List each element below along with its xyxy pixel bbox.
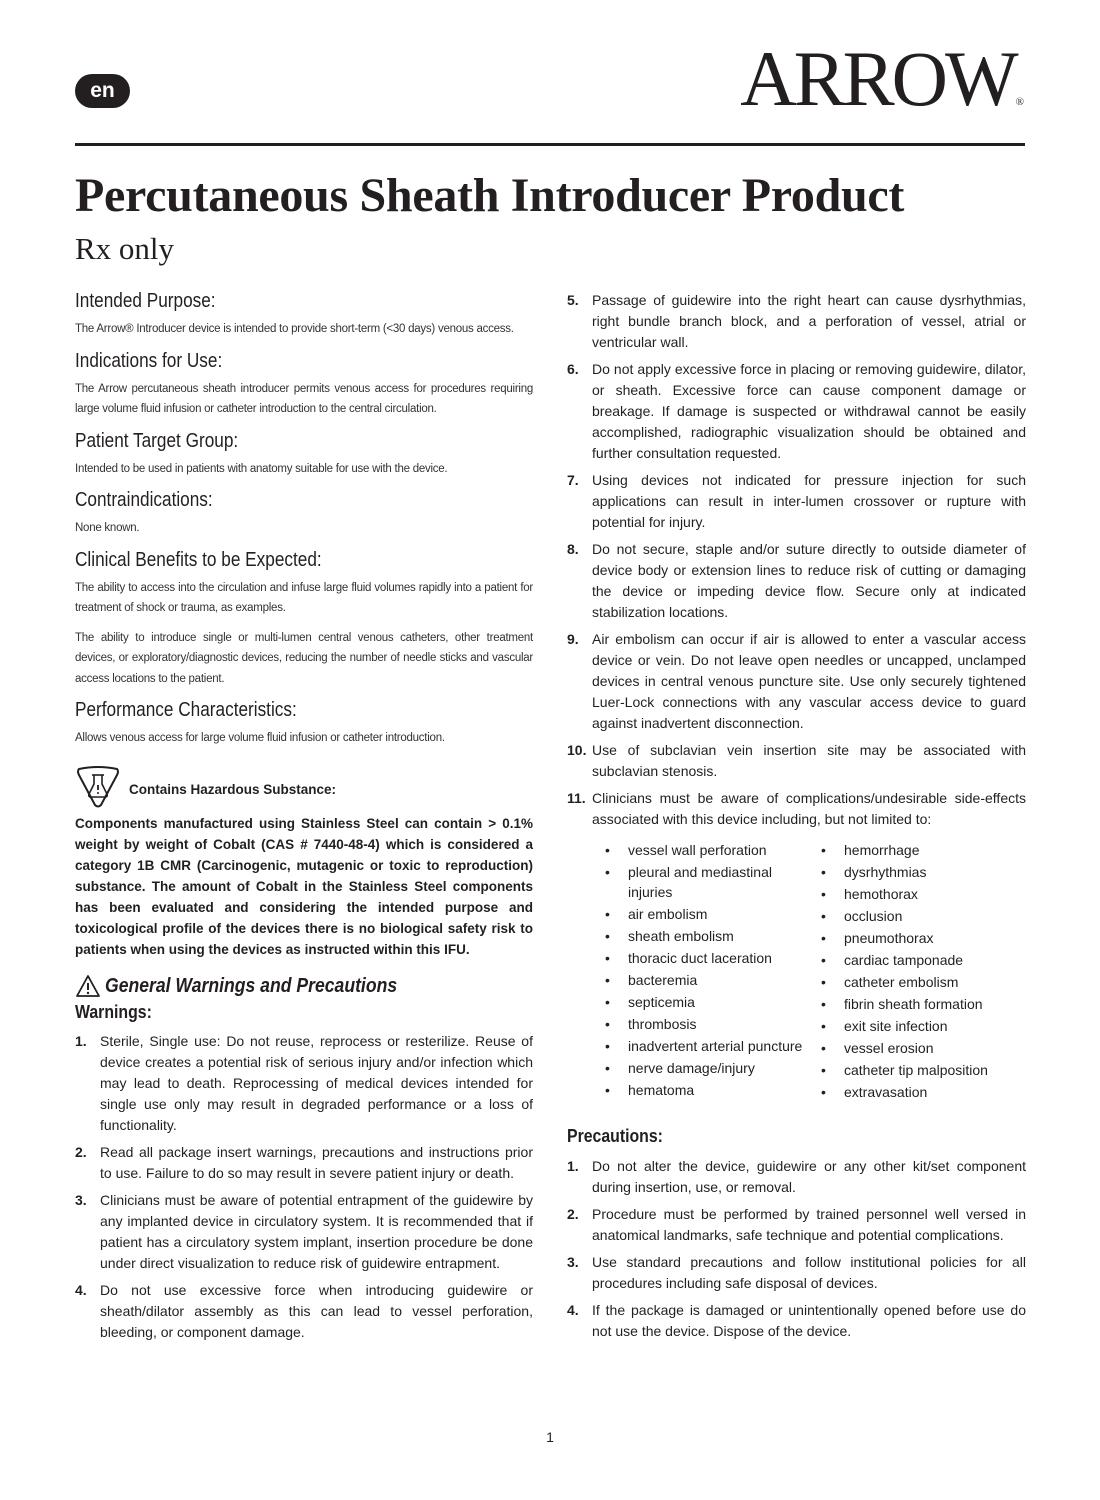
list-item — [75, 1280, 533, 1343]
list-item — [567, 788, 1026, 830]
item-text: Clinicians must be aware of complications/undesirable side-effects associated with this device including, but not limited to: — [592, 790, 1026, 827]
item-text: Passage of guidewire into the right heart can cause dysrhythmias, right bundle branch block, and a perforation of vessel, atrial or ventricular wall. — [592, 292, 1026, 350]
list-item — [567, 1204, 1026, 1246]
hazard-label: Contains Hazardous Substance: — [129, 781, 337, 797]
item-number: 6. — [567, 361, 579, 377]
general-warnings-header — [75, 974, 533, 998]
complications-column-1 — [603, 840, 819, 1104]
list-item — [75, 1031, 533, 1136]
brand-logo — [740, 35, 1024, 122]
item-text: Do not secure, staple and/or suture directly to outside diameter of device body or extension lines to reduce risk of cutting or damaging the device or impeding device flow. Secure only at indicated stabilization locations. — [592, 541, 1026, 620]
language-badge: en — [75, 74, 130, 108]
general-warnings-title: General Warnings and Precautions — [105, 974, 398, 997]
item-number: 4. — [567, 1301, 579, 1318]
item-number: 10. — [567, 742, 587, 758]
section-heading: Intended Purpose: — [75, 290, 216, 312]
section-text: None known. — [75, 522, 140, 534]
list-item — [567, 740, 1026, 782]
item-text: Use of subclavian vein insertion site may be associated with subclavian stenosis. — [592, 742, 1026, 779]
complications-column-2 — [819, 840, 988, 1104]
info-sections — [75, 289, 533, 749]
section-text: The ability to introduce single or multi-lumen central venous catheters, other treatment devices, or exploratory/diagnostic devices, reducing the number of needle sticks and vascular access locations to the patient. — [75, 631, 533, 685]
warnings-list — [75, 1031, 533, 1343]
complication-item: • exit site infection — [819, 1016, 988, 1036]
list-item — [567, 359, 1026, 464]
list-item — [567, 290, 1026, 353]
complication-item: • bacteremia — [603, 970, 819, 990]
complication-item: • occlusion — [819, 906, 988, 926]
section-heading: Patient Target Group: — [75, 429, 239, 452]
list-item — [75, 1142, 533, 1184]
item-text: If the package is damaged or unintentionally opened before use do not use the device. Dispose of the device. — [592, 1301, 1026, 1339]
warnings-heading: Warnings: — [75, 1001, 152, 1022]
left-column — [75, 289, 533, 1349]
section-text: The ability to access into the circulation and infuse large fluid volumes rapidly into a patient for treatment of shock or trauma, as examples. — [75, 581, 533, 614]
complication-item: • pneumothorax — [819, 928, 988, 948]
list-item — [567, 1252, 1026, 1294]
complication-item: • hemorrhage — [819, 840, 988, 860]
precautions-list — [567, 1156, 1026, 1342]
complication-item: • cardiac tamponade — [819, 950, 988, 970]
section-text: The Arrow® Introducer device is intended to provide short-term (<30 days) venous access. — [75, 323, 514, 335]
complication-item: • vessel wall perforation — [603, 840, 819, 860]
warnings-list-continued — [567, 290, 1026, 830]
complication-item: • nerve damage/injury — [603, 1058, 819, 1078]
item-number: 2. — [567, 1205, 579, 1222]
right-column — [567, 290, 1026, 1348]
document-subtitle: Rx only — [75, 231, 175, 266]
list-item — [567, 539, 1026, 623]
warning-triangle-icon — [75, 974, 101, 998]
complication-item: • septicemia — [603, 992, 819, 1012]
item-number: 3. — [75, 1192, 87, 1209]
item-number: 9. — [567, 631, 579, 647]
item-number: 1. — [567, 1157, 579, 1174]
registered-mark: ® — [1015, 96, 1024, 108]
item-number: 2. — [75, 1144, 87, 1161]
section-heading: Indications for Use: — [75, 349, 223, 372]
section-heading: Contraindications: — [75, 489, 213, 511]
complication-item: • catheter tip malposition — [819, 1060, 988, 1080]
item-text: Do not apply excessive force in placing or removing guidewire, dilator, or sheath. Excessive force can cause component damage or breakage. If damage is suspected or withdrawal cannot be easily accomplished, radiographic visualization should be obtained and further consultation requested. — [592, 361, 1026, 461]
header-rule — [75, 143, 1025, 146]
complication-item: • thoracic duct laceration — [603, 948, 819, 968]
list-item — [567, 629, 1026, 734]
list-item — [567, 1156, 1026, 1198]
section-text: Intended to be used in patients with anatomy suitable for use with the device. — [75, 462, 448, 475]
brand-logo-text: ARROW — [740, 35, 1016, 122]
item-text: Sterile, Single use: Do not reuse, reprocess or resterilize. Reuse of device creates a potential risk of serious injury and/or infection which may lead to death. Reprocessing of medical devices intended for single use only may result in degraded performance or a loss of functionality. — [100, 1033, 533, 1134]
complication-item: • pleural and mediastinal injuries — [603, 862, 819, 902]
item-number: 7. — [567, 472, 579, 488]
page-number: 1 — [546, 1429, 554, 1445]
complication-item: • sheath embolism — [603, 926, 819, 946]
complications-list — [603, 840, 1026, 1104]
item-text: Using devices not indicated for pressure injection for such applications can result in inter-lumen crossover or rupture with potential for injury. — [592, 472, 1026, 530]
hazardous-substance-icon — [75, 763, 121, 809]
item-text: Procedure must be performed by trained personnel well versed in anatomical landmarks, safe technique and potential complications. — [592, 1205, 1026, 1243]
section-heading: Performance Characteristics: — [75, 699, 297, 721]
complication-item: • hemothorax — [819, 884, 988, 904]
complication-item: • extravasation — [819, 1082, 988, 1102]
complication-item: • vessel erosion — [819, 1038, 988, 1058]
list-item — [567, 1300, 1026, 1342]
section-heading: Clinical Benefits to be Expected: — [75, 548, 322, 571]
complication-item: • inadvertent arterial puncture — [603, 1036, 819, 1056]
precautions-heading: Precautions: — [567, 1126, 663, 1146]
item-number: 3. — [567, 1253, 579, 1270]
item-number: 11. — [567, 790, 586, 806]
item-text: Do not use excessive force when introducing guidewire or sheath/dilator assembly as this can lead to vessel perforation, bleeding, or component damage. — [100, 1282, 533, 1341]
item-text: Use standard precautions and follow institutional policies for all procedures including safe disposal of devices. — [592, 1253, 1026, 1291]
hazard-text: Components manufactured using Stainless Steel can contain > 0.1% weight by weight of Cobalt (CAS # 7440-48-4) which is considered a category 1B CMR (Carcinogenic, mutagenic or toxic to reproduction) substance. The amount of Cobalt in the Stainless Steel components has been evaluated and considering the intended purpose and toxicological profile of the devices there is no biological safety risk to patients when using the devices as instructed within this IFU. — [75, 815, 533, 957]
complication-item: • catheter embolism — [819, 972, 988, 992]
complication-item: • air embolism — [603, 904, 819, 924]
item-number: 4. — [75, 1282, 87, 1299]
item-number: 1. — [75, 1033, 87, 1050]
section-text: The Arrow percutaneous sheath introducer permits venous access for procedures requiring large volume fluid infusion or catheter introduction to the central circulation. — [75, 382, 533, 415]
item-number: 5. — [567, 292, 579, 308]
complication-item: • hematoma — [603, 1080, 819, 1100]
complication-item: • dysrhythmias — [819, 862, 988, 882]
item-number: 8. — [567, 541, 579, 557]
complication-item: • thrombosis — [603, 1014, 819, 1034]
item-text: Air embolism can occur if air is allowed to enter a vascular access device or vein. Do not leave open needles or uncapped, unclamped devices in central venous puncture site. Use only securely tightened Luer-Lock connections with any vascular access device to guard against inadvertent disconnection. — [592, 631, 1026, 731]
list-item — [567, 470, 1026, 533]
list-item — [75, 1190, 533, 1274]
item-text: Do not alter the device, guidewire or any other kit/set component during insertion, use, or removal. — [592, 1157, 1026, 1195]
item-text: Clinicians must be aware of potential entrapment of the guidewire by any implanted device in circulatory system. It is recommended that if patient has a circulatory system implant, insertion procedure be done under direct visualization to reduce risk of guidewire entrapment. — [100, 1192, 533, 1272]
section-text: Allows venous access for large volume fluid infusion or catheter introduction. — [75, 732, 445, 744]
hazard-header — [75, 763, 533, 809]
document-title: Percutaneous Sheath Introducer Product — [75, 169, 905, 222]
complication-item: • fibrin sheath formation — [819, 994, 988, 1014]
item-text: Read all package insert warnings, precautions and instructions prior to use. Failure to do so may result in severe patient injury or death. — [100, 1144, 533, 1182]
